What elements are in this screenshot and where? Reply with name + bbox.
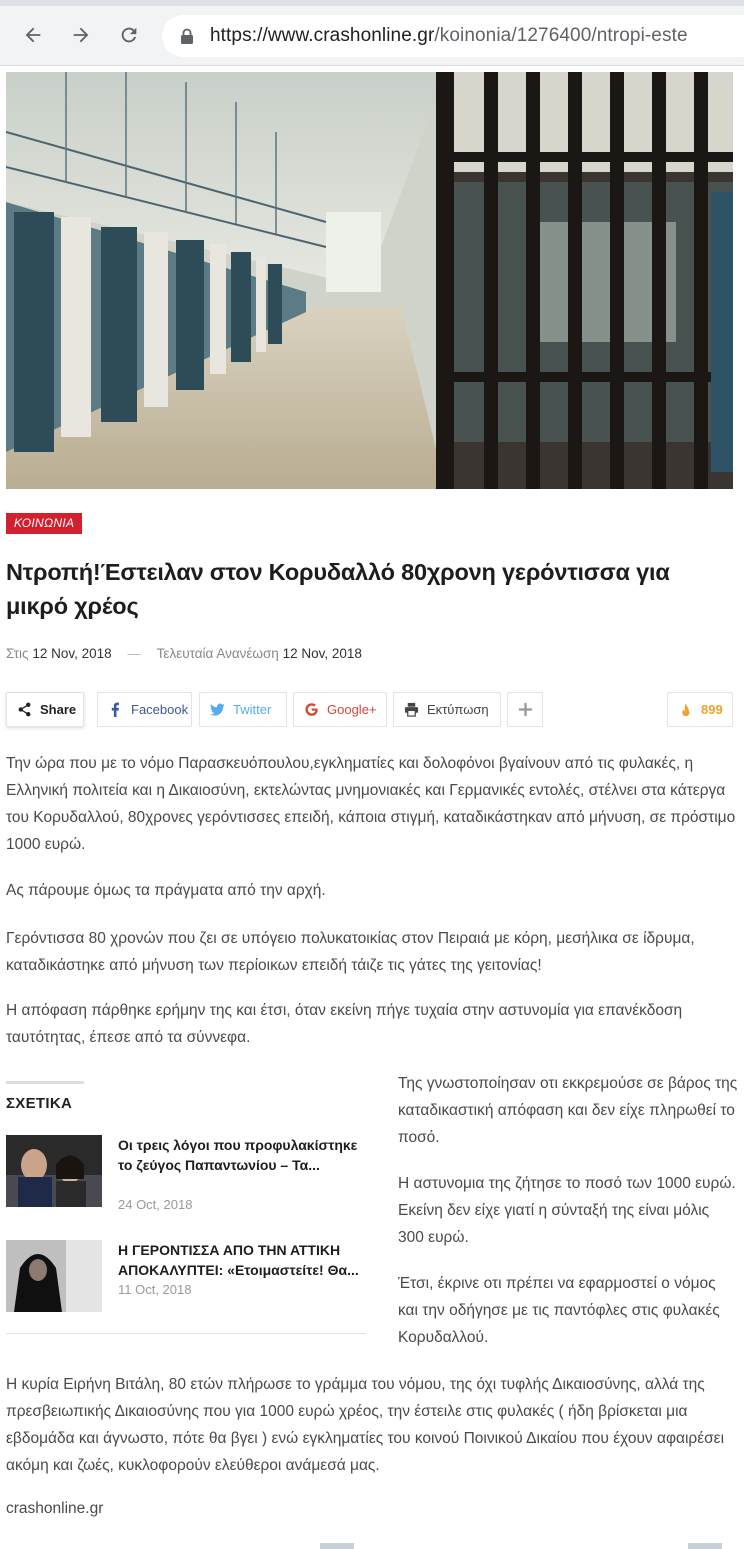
related-date: 11 Oct, 2018 [118, 1282, 192, 1297]
arrow-left-icon [22, 24, 44, 46]
share-bar [6, 692, 733, 728]
related-heading: ΣΧΕΤΙΚΑ [6, 1095, 73, 1112]
updated-date: 12 Nov, 2018 [282, 646, 362, 661]
url-text: https://www.crashonline.gr/koinonia/1276400/ntropi-este [210, 25, 688, 46]
twitter-label: Twitter [233, 702, 272, 717]
share-button[interactable] [6, 692, 84, 727]
browser-toolbar [0, 0, 744, 66]
address-bar[interactable] [162, 15, 744, 57]
article-paragraph: Ας πάρουμε όμως τα πράγματα από την αρχή. [6, 882, 326, 899]
related-date: 24 Oct, 2018 [118, 1197, 193, 1212]
category-badge[interactable]: ΚΟΙΝΩΝΙΑ [6, 513, 82, 534]
google-icon [304, 702, 319, 717]
google-label: Google+ [327, 702, 377, 717]
article-paragraph: Η απόφαση πάρθηκε ερήμην της και έτσι, όταν εκείνη πήγε τυχαία στην αστυνομία για επανέκδοση ταυτότητας, έπεσε από τα σύννεφα. [6, 1002, 683, 1046]
share-label: Share [40, 702, 77, 717]
facebook-share-button[interactable] [97, 692, 192, 727]
partial-image [320, 1543, 354, 1549]
related-bottom-divider [6, 1333, 366, 1334]
twitter-share-button[interactable] [199, 692, 287, 727]
article-source: crashonline.gr [6, 1500, 104, 1517]
google-share-button[interactable] [293, 692, 387, 727]
twitter-icon [210, 702, 225, 717]
printer-icon [404, 702, 419, 717]
related-thumbnail[interactable] [6, 1135, 102, 1207]
article-paragraph: Γερόντισσα 80 χρονών που ζει σε υπόγειο πολυκατοικίας στον Πειραιά με κόρη, μεσήλικα σε ίδρυμα, καταδικάστηκε από μήνυση των περίοικων επειδή τάιζε τις γάτες της γειτονίας! [6, 930, 695, 974]
flame-icon [678, 702, 693, 717]
article-paragraph: Η κυρία Ειρήνη Βιτάλη, 80 ετών πλήρωσε το γράμμα του νόμου, της όχι τυφλής Δικαιοσύνης, αλλά της πρεσβειωπικής Δικαιοσύνης που για 1000 ευρώ χρέος, την έστειλε στις φυλακές ( ήδη βρίσκεται μια εβδομάδα και άγνωστο, πότε θα βγει ) ενώ εγκληματίες του κοινού Ποινικού Δικαίου που έχουν αφαιρέσει ακόμη και ζωές, κυκλοφορούν ελεύθεροι ανάμεσά μας. [6, 1376, 725, 1474]
facebook-label: Facebook [131, 702, 189, 717]
meta-separator: — [127, 646, 141, 661]
article-paragraph: Η αστυνομια της ζήτησε το ποσό των 1000 ευρώ. Εκείνη δεν είχε γιατί η σύνταξή της είναι μόλις 300 ευρώ. [398, 1175, 736, 1246]
published-date: 12 Nov, 2018 [32, 646, 112, 661]
plus-icon [518, 702, 533, 717]
print-label: Εκτύπωση [427, 702, 489, 717]
article-title: Ντροπή!Έστειλαν στον Κορυδαλλό 80χρονη γερόντισσα για μικρό χρέος [6, 559, 670, 619]
related-thumbnail[interactable] [6, 1240, 102, 1312]
article-paragraph: Την ώρα που με το νόμο Παρασκευόπουλου,εγκληματίες και δολοφόνοι βγαίνουν από τις φυλακές, η Ελληνική πολιτεία και η Δικαιοσύνη, εκτελώντας μνημονιακές και Γερμανικές εντολές, στέλνει στα κάτεργα του Κορυδαλλού, 80χρονες γερόντισσες επειδή, κάποια στιγμή, καταδικάστηκαν από μήνυση, σε πρόστιμο 1000 ευρώ. [6, 755, 736, 853]
related-divider [6, 1081, 84, 1084]
related-title[interactable]: Οι τρεις λόγοι που προφυλακίστηκε το ζεύγος Παπαντωνίου – Τα... [118, 1137, 358, 1173]
related-item[interactable] [6, 1240, 366, 1314]
share-count-value: 899 [701, 702, 723, 717]
back-button[interactable] [18, 20, 48, 50]
share-count [667, 692, 733, 727]
reload-button[interactable] [114, 20, 144, 50]
partial-image [688, 1543, 722, 1549]
arrow-right-icon [70, 24, 92, 46]
forward-button[interactable] [66, 20, 96, 50]
article-paragraph: Της γνωστοποίησαν οτι εκκρεμούσε σε βάρος της καταδικαστική απόφαση και δεν είχε πληρωθεί το ποσό. [398, 1075, 738, 1146]
article-paragraph: Έτσι, έκρινε οτι πρέπει να εφαρμοστεί ο νόμος και την οδήγησε με τις παντόφλες στις φυλακές Κορυδαλλού. [398, 1275, 720, 1346]
more-share-button[interactable] [507, 692, 543, 727]
updated-prefix: Τελευταία Ανανέωση [156, 646, 279, 661]
article-meta [6, 646, 362, 661]
facebook-icon [108, 702, 123, 717]
share-icon [17, 702, 32, 717]
lock-icon [180, 28, 194, 45]
related-title[interactable]: Η ΓΕΡΟΝΤΙΣΣΑ ΑΠΟ ΤΗΝ ΑΤΤΙΚΗ ΑΠΟΚΑΛΥΠΤΕΙ: «Ετοιμαστείτε! Θα... [118, 1242, 359, 1278]
published-prefix: Στις [6, 646, 29, 661]
reload-icon [118, 24, 140, 46]
article-hero-image [6, 72, 733, 489]
related-item[interactable] [6, 1135, 366, 1212]
print-button[interactable] [393, 692, 501, 727]
